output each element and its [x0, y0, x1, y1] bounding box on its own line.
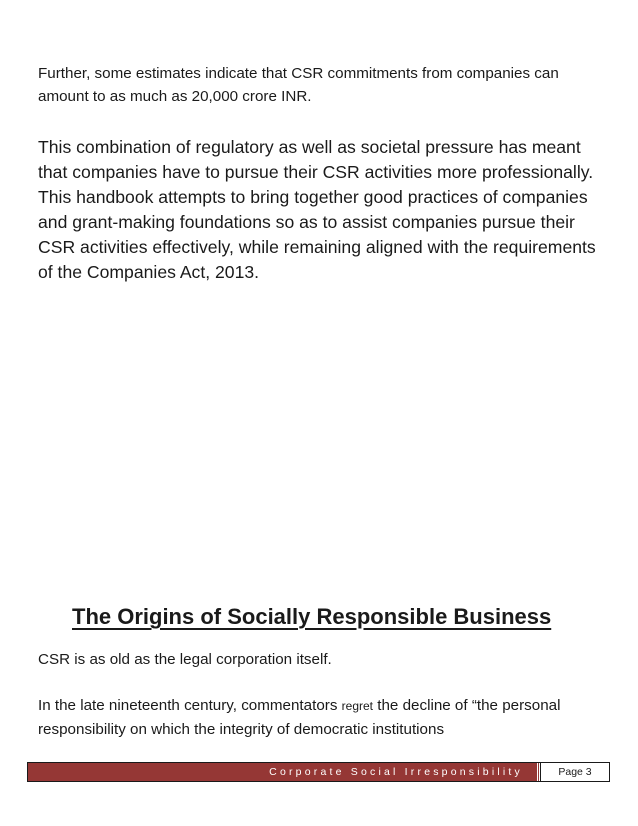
body-text-before: In the late nineteenth century, commentators: [38, 697, 338, 714]
paragraph-csr-origin: CSR is as old as the legal corporation itself.: [38, 651, 332, 668]
page-footer: [27, 762, 610, 782]
paragraph-nineteenth-century: [38, 694, 613, 741]
body-text-small-word: regret: [341, 699, 374, 713]
paragraph-csr-estimates: Further, some estimates indicate that CSR commitments from companies can amount to as much as 20,000 crore INR.: [38, 65, 559, 105]
page-number: Page 3: [540, 763, 609, 781]
body-text-after: the decline of “the personal responsibility on which the integrity of democratic institutions: [38, 697, 561, 738]
section-heading: The Origins of Socially Responsible Business: [72, 604, 552, 629]
footer-title: Corporate Social Irresponsibility: [28, 763, 540, 781]
paragraph-handbook-purpose: This combination of regulatory as well as societal pressure has meant that companies have to pursue their CSR activities more professionally. This handbook attempts to bring together good practices of companies and grant-making foundations so as to assist companies pursue their CSR activities effectively, while remaining aligned with the requirements of the Companies Act, 2013.: [38, 137, 596, 282]
